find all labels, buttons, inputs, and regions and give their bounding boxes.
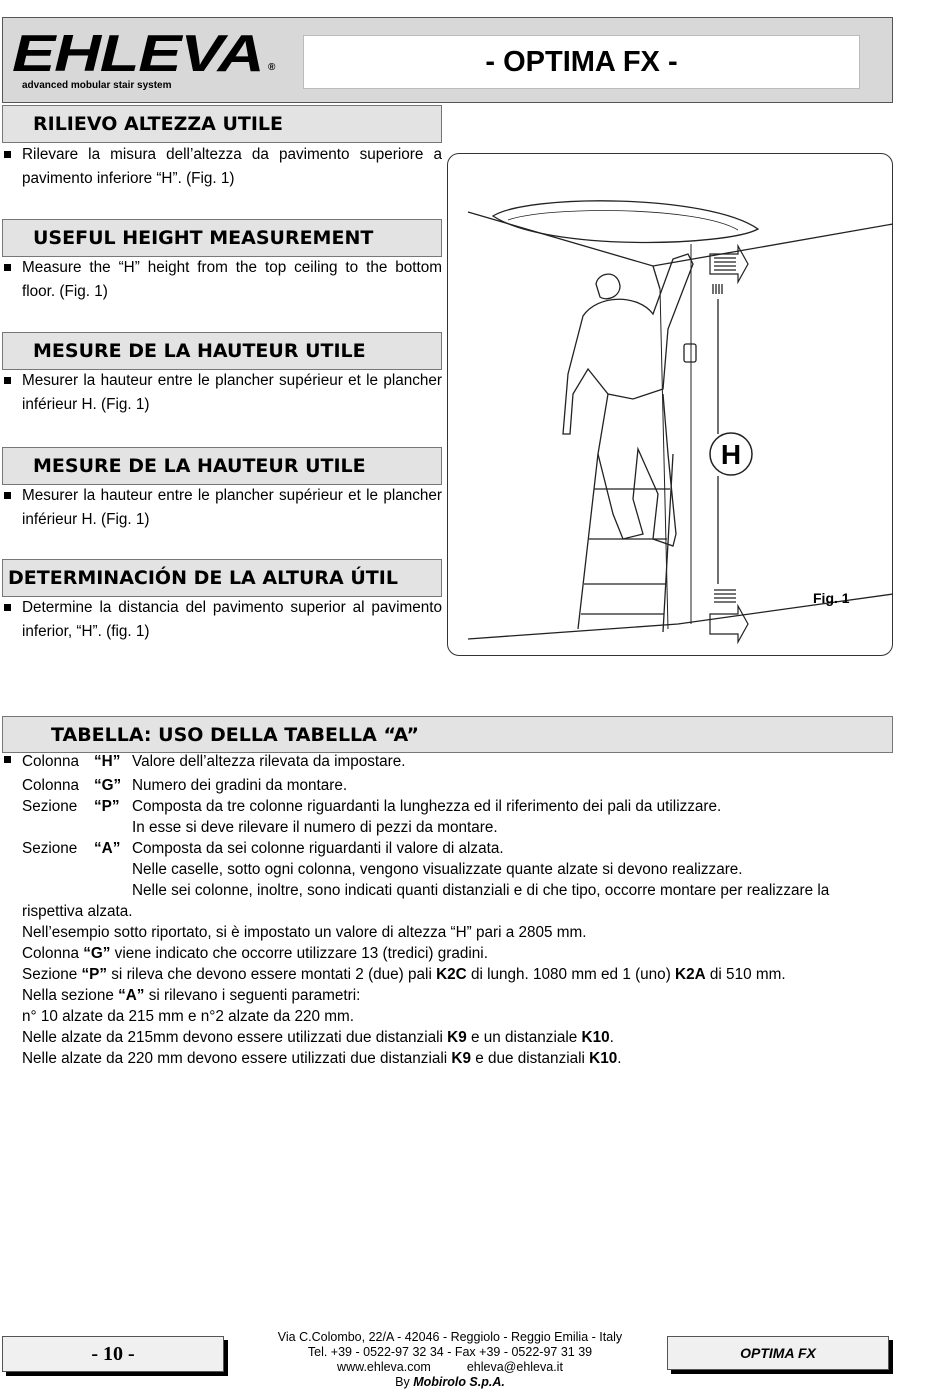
section-text-fr: Mesurer la hauteur entre le plancher supérieur et le plancher inférieur H. (Fig. 1)	[22, 372, 442, 413]
section-heading-fr-2: MESURE DE LA HAUTEUR UTILE	[2, 447, 442, 485]
website-link[interactable]: www.ehleva.com	[337, 1360, 431, 1374]
example-line: Nelle alzate da 215mm devono essere utilizzati due distanziali K9 e un distanziale K10.	[22, 1029, 614, 1046]
person-head	[596, 274, 620, 299]
table-section-heading: TABELLA: USO DELLA TABELLA “A”	[2, 716, 893, 753]
company-line: By Mobirolo S.p.A.	[395, 1375, 505, 1389]
table-row: Colonna “H” Valore dell’altezza rilevata da impostare.	[22, 753, 406, 770]
email-link[interactable]: ehleva@ehleva.it	[466, 1360, 563, 1374]
table-row: In esse si deve rilevare il numero di pezzi da montare.	[132, 819, 498, 836]
example-line: n° 10 alzate da 215 mm e n°2 alzate da 220 mm.	[22, 1008, 354, 1025]
table-row: Sezione “P” Composta da tre colonne riguardanti la lunghezza ed il riferimento dei pali da utilizzare.	[22, 798, 722, 815]
table-explanation	[22, 751, 829, 1069]
ladder-rail	[578, 454, 598, 629]
bullet-icon	[4, 604, 11, 611]
section-text-es: Determine la distancia del pavimento superior al pavimento inferior, “H”. (fig. 1)	[22, 599, 442, 640]
person-body	[563, 254, 693, 434]
bullet-icon	[4, 756, 11, 763]
table-row: Sezione “A” Composta da sei colonne riguardanti il valore di alzata.	[22, 840, 504, 857]
web-email-line	[240, 1360, 660, 1375]
table-row: Nelle caselle, sotto ogni colonna, vengono visualizzate quante alzate si devono realizzare.	[132, 861, 743, 878]
bullet-icon	[4, 264, 11, 271]
example-line: Sezione “P” si rileva che devono essere montati 2 (due) pali K2C di lungh. 1080 mm ed 1 (uno) K2A di 510 mm.	[22, 966, 786, 983]
company-contact	[240, 1330, 660, 1390]
section-text-en: Measure the “H” height from the top ceiling to the bottom floor. (Fig. 1)	[22, 259, 442, 300]
phone-line: Tel. +39 - 0522-97 32 34 - Fax +39 - 0522-97 31 39	[307, 1345, 593, 1359]
section-heading-es: DETERMINACIÓN DE LA ALTURA ÚTIL	[2, 559, 442, 597]
section-heading-fr: MESURE DE LA HAUTEUR UTILE	[2, 332, 442, 370]
example-line: Colonna “G” viene indicato che occorre utilizzare 13 (tredici) gradini.	[22, 945, 488, 962]
ceiling-opening	[493, 201, 758, 243]
example-line: Nelle alzate da 220 mm devono essere utilizzati due distanziali K9 e due distanziali K10.	[22, 1050, 622, 1067]
table-row: Colonna “G” Numero dei gradini da montare.	[22, 777, 348, 794]
figure-caption: Fig. 1	[813, 590, 850, 606]
height-measurement-illustration	[448, 154, 894, 657]
table-row: Nelle sei colonne, inoltre, sono indicati quanti distanziali e di che tipo, occorre montare per realizzare la	[132, 882, 830, 899]
brand-logo: EHLEVA	[12, 25, 264, 83]
example-line: Nell’esempio sotto riportato, si è impostato un valore di altezza “H” pari a 2805 mm.	[22, 924, 587, 941]
example-line: Nella sezione “A” si rilevano i seguenti parametri:	[22, 987, 361, 1004]
figure-frame	[447, 153, 893, 656]
brand-tagline: advanced mobular stair system	[22, 80, 172, 91]
section-heading-it: RILIEVO ALTEZZA UTILE	[2, 105, 442, 143]
document-title: - OPTIMA FX -	[303, 35, 860, 89]
registered-mark: ®	[268, 62, 276, 73]
section-heading-en: USEFUL HEIGHT MEASUREMENT	[2, 219, 442, 257]
bullet-icon	[4, 151, 11, 158]
section-text-fr-2: Mesurer la hauteur entre le plancher supérieur et le plancher inférieur H. (Fig. 1)	[22, 487, 442, 528]
model-name-footer: OPTIMA FX	[667, 1336, 889, 1370]
page-number: - 10 -	[2, 1336, 224, 1372]
h-marker-label: H	[720, 439, 742, 470]
bullet-icon	[4, 492, 11, 499]
address-line: Via C.Colombo, 22/A - 42046 - Reggiolo - Reggio Emilia - Italy	[277, 1330, 623, 1344]
section-text-it: Rilevare la misura dell’altezza da pavimento superiore a pavimento inferiore “H”. (Fig. 1)	[22, 146, 442, 187]
bullet-icon	[4, 377, 11, 384]
ceiling-edge-line	[468, 212, 893, 266]
continuation-text: rispettiva alzata.	[22, 903, 133, 920]
